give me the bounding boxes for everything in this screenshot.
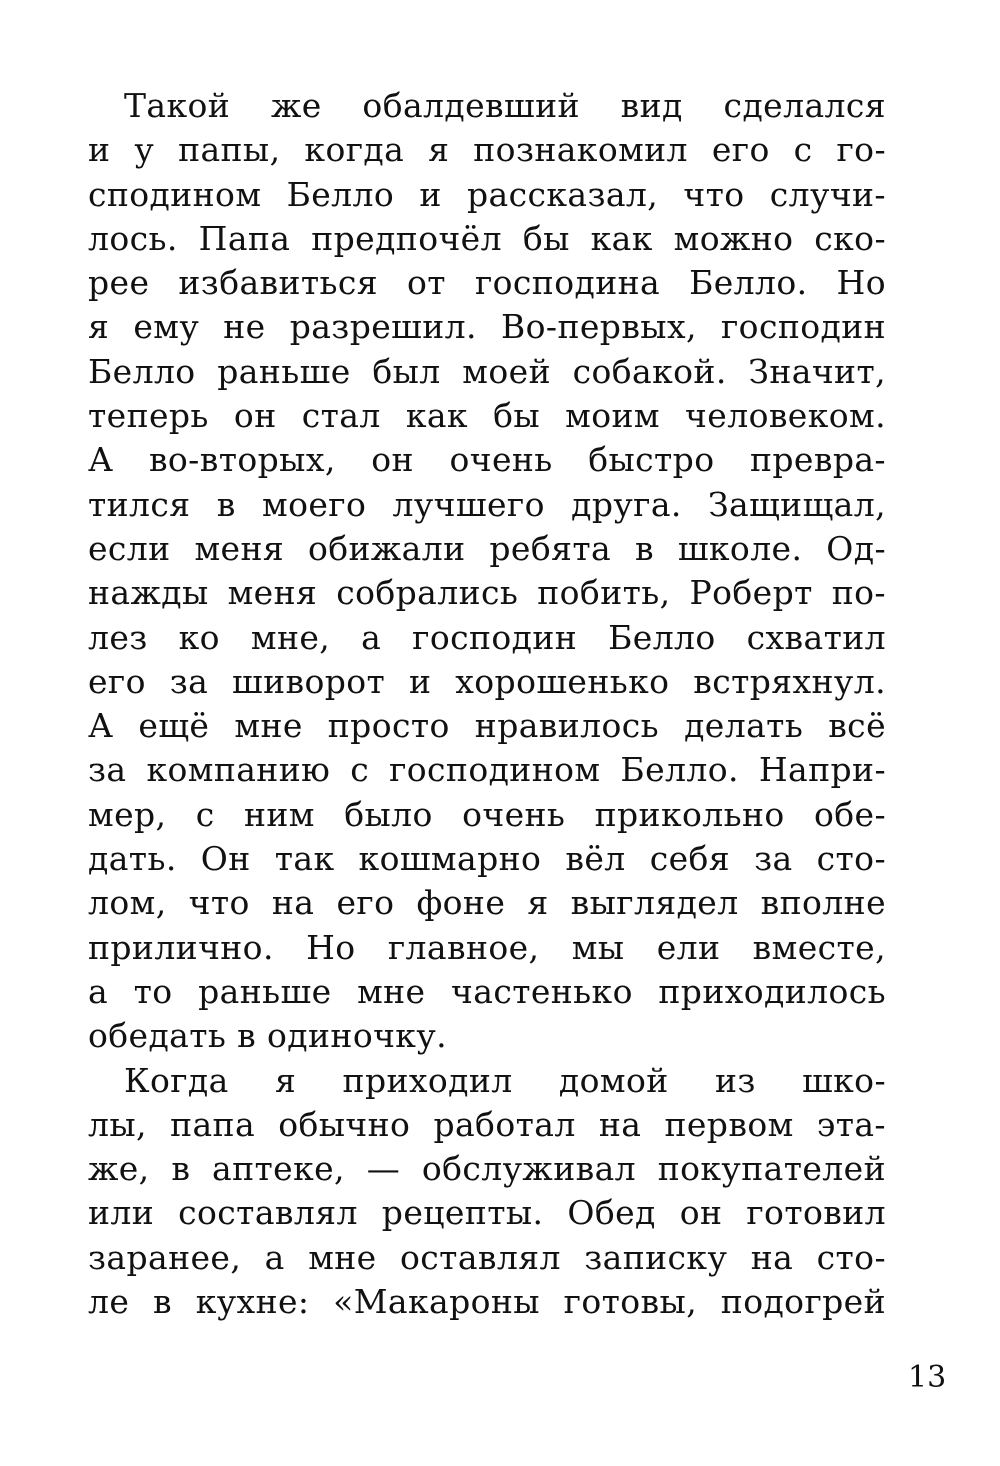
body-text bbox=[88, 84, 886, 1324]
text-line: лом, что на его фоне я выглядел вполне bbox=[88, 883, 886, 923]
text-line: а то раньше мне частенько приходилось bbox=[88, 971, 886, 1011]
text-line: сподином Белло и рассказал, что случи- bbox=[88, 174, 886, 214]
text-line: рее избавиться от господина Белло. Но bbox=[88, 263, 886, 303]
text-line: ле в кухне: «Макароны готовы, подогрей bbox=[88, 1282, 886, 1322]
text-line: если меня обижали ребята в школе. Од- bbox=[88, 528, 886, 568]
text-line: тился в моего лучшего друга. Защищал, bbox=[88, 484, 886, 524]
text-line: я ему не разрешил. Во-первых, господин bbox=[88, 307, 886, 347]
text-line: Когда я приходил домой из шко- bbox=[124, 1060, 886, 1100]
text-line: Белло раньше был моей собакой. Значит, bbox=[88, 351, 886, 391]
text-line: и у папы, когда я познакомил его с го- bbox=[88, 130, 886, 170]
text-line: или составлял рецепты. Обед он готовил bbox=[88, 1193, 886, 1233]
text-line: лы, папа обычно работал на первом эта- bbox=[88, 1104, 886, 1144]
text-line: мер, с ним было очень прикольно обе- bbox=[88, 794, 886, 834]
text-line: обедать в одиночку. bbox=[88, 1016, 448, 1056]
text-line: же, в аптеке, — обслуживал покупателей bbox=[88, 1149, 886, 1189]
text-line: дать. Он так кошмарно вёл себя за сто- bbox=[88, 839, 886, 879]
text-line: лез ко мне, а господин Белло схватил bbox=[88, 617, 886, 657]
text-line: нажды меня собрались побить, Роберт по- bbox=[88, 573, 886, 613]
paragraph-2 bbox=[88, 1059, 886, 1325]
text-line: за компанию с господином Белло. Напри- bbox=[88, 750, 886, 790]
paragraph-1 bbox=[88, 84, 886, 1059]
text-line: теперь он стал как бы моим человеком. bbox=[88, 396, 886, 436]
page-number: 13 bbox=[908, 1360, 947, 1395]
text-line: А ещё мне просто нравилось делать всё bbox=[88, 706, 886, 746]
text-line: А во-вторых, он очень быстро превра- bbox=[88, 440, 886, 480]
text-line: лось. Папа предпочёл бы как можно ско- bbox=[88, 218, 886, 258]
text-line: его за шиворот и хорошенько встряхнул. bbox=[88, 661, 886, 701]
text-line: прилично. Но главное, мы ели вместе, bbox=[88, 927, 886, 967]
text-line: заранее, а мне оставлял записку на сто- bbox=[88, 1237, 886, 1277]
text-line: Такой же обалдевший вид сделался bbox=[124, 86, 886, 125]
